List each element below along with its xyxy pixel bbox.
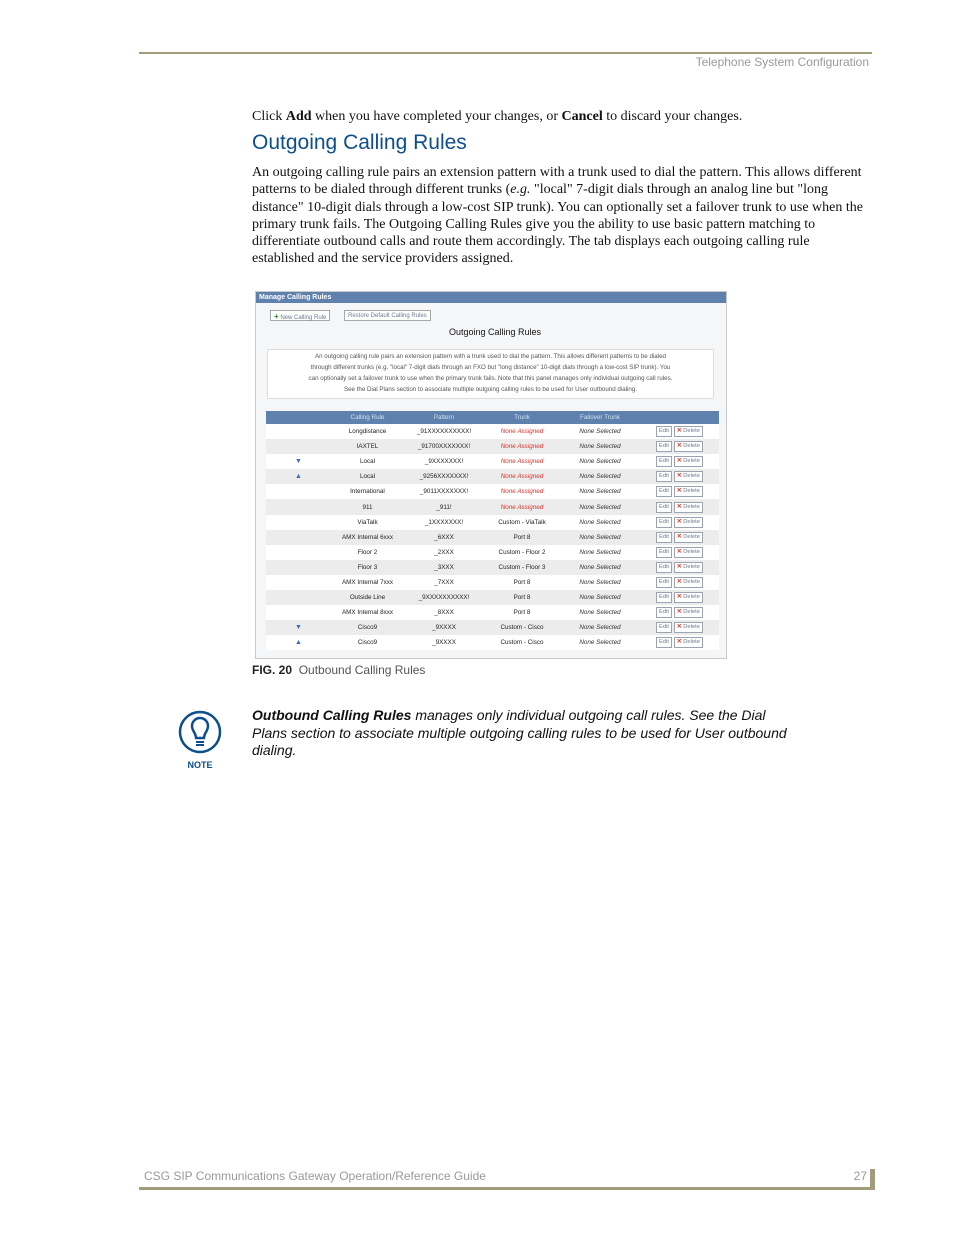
delete-label: Delete <box>683 578 700 585</box>
delete-x-icon: ✕ <box>676 548 682 555</box>
delete-button[interactable] <box>674 547 703 558</box>
delete-label: Delete <box>683 624 700 631</box>
cell-calling-rule: Floor 2 <box>331 545 404 560</box>
cell-pattern: _9256XXXXXXX! <box>404 469 484 484</box>
delete-button[interactable] <box>674 502 703 513</box>
cell-pattern: _6XXX <box>404 530 484 545</box>
cell-pattern: _91XXXXXXXXXX! <box>404 424 484 439</box>
reorder-arrow-icon[interactable] <box>266 499 331 514</box>
cell-trunk: None Assigned <box>484 484 560 499</box>
footer-page-number: 27 <box>853 1169 867 1183</box>
delete-label: Delete <box>683 533 700 540</box>
table-row <box>266 620 719 635</box>
cell-actions <box>640 620 719 635</box>
cell-pattern: _9XXXXXXXXXX! <box>404 590 484 605</box>
delete-x-icon: ✕ <box>676 563 682 570</box>
cell-trunk: Port 8 <box>484 605 560 620</box>
cell-actions <box>640 545 719 560</box>
delete-button[interactable] <box>674 622 703 633</box>
table-row <box>266 530 719 545</box>
cell-trunk: None Assigned <box>484 424 560 439</box>
reorder-arrow-icon[interactable] <box>266 635 331 650</box>
delete-x-icon: ✕ <box>676 639 682 646</box>
cell-actions <box>640 575 719 590</box>
reorder-arrow-icon[interactable] <box>266 484 331 499</box>
edit-button[interactable]: Edit <box>656 456 672 467</box>
cell-actions <box>640 439 719 454</box>
header-arrow <box>266 411 331 424</box>
figure-caption <box>252 663 425 677</box>
cell-failover-trunk: None Selected <box>560 454 640 469</box>
calling-rules-body <box>266 424 719 650</box>
intro-prefix: Click <box>252 109 286 124</box>
manage-calling-rules-titlebar: Manage Calling Rules <box>256 292 726 303</box>
reorder-arrow-icon[interactable] <box>266 515 331 530</box>
arrow-glyph[interactable]: ▼ <box>295 624 302 632</box>
cell-trunk: None Assigned <box>484 454 560 469</box>
edit-button[interactable]: Edit <box>656 486 672 497</box>
delete-button[interactable] <box>674 471 703 482</box>
cell-failover-trunk: None Selected <box>560 575 640 590</box>
figure-title: Outbound Calling Rules <box>298 663 426 677</box>
delete-label: Delete <box>683 428 700 435</box>
intro-middle: when you have completed your changes, or <box>311 109 562 124</box>
header-trunk[interactable]: Trunk <box>484 411 560 424</box>
table-row <box>266 590 719 605</box>
edit-button[interactable]: Edit <box>656 502 672 513</box>
header-actions <box>640 411 719 424</box>
delete-x-icon: ✕ <box>676 503 682 510</box>
table-header-row <box>266 411 719 424</box>
cell-calling-rule: Longdistance <box>331 424 404 439</box>
cell-pattern: _9XXXXXXX! <box>404 454 484 469</box>
table-row <box>266 424 719 439</box>
cell-trunk: None Assigned <box>484 499 560 514</box>
delete-label: Delete <box>683 609 700 616</box>
calling-rules-table <box>266 411 719 650</box>
cell-pattern: _3XXX <box>404 560 484 575</box>
edit-button[interactable]: Edit <box>656 577 672 588</box>
header-failover-trunk[interactable]: Failover Trunk <box>560 411 640 424</box>
table-row <box>266 484 719 499</box>
bottom-rule <box>139 1187 872 1190</box>
arrow-glyph[interactable]: ▲ <box>295 639 302 647</box>
table-row <box>266 499 719 514</box>
cell-pattern: _2XXX <box>404 545 484 560</box>
header-calling-rule[interactable]: Calling Rule <box>331 411 404 424</box>
delete-x-icon: ✕ <box>676 443 682 450</box>
cell-calling-rule: Local <box>331 454 404 469</box>
cell-calling-rule: Floor 3 <box>331 560 404 575</box>
cell-failover-trunk: None Selected <box>560 469 640 484</box>
cell-pattern: _9XXXX <box>404 635 484 650</box>
delete-button[interactable] <box>674 607 703 618</box>
cell-trunk: None Assigned <box>484 469 560 484</box>
edit-button[interactable]: Edit <box>656 622 672 633</box>
cell-failover-trunk: None Selected <box>560 605 640 620</box>
delete-button[interactable] <box>674 426 703 437</box>
cell-trunk: Port 8 <box>484 575 560 590</box>
reorder-arrow-icon[interactable] <box>266 560 331 575</box>
cell-calling-rule: Outside Line <box>331 590 404 605</box>
cell-pattern: _8XXX <box>404 605 484 620</box>
cell-actions <box>640 530 719 545</box>
section-title: Outgoing Calling Rules <box>252 131 467 154</box>
cell-actions <box>640 484 719 499</box>
cell-failover-trunk: None Selected <box>560 590 640 605</box>
cell-actions <box>640 605 719 620</box>
edit-button[interactable]: Edit <box>656 426 672 437</box>
delete-button[interactable] <box>674 456 703 467</box>
edit-button[interactable]: Edit <box>656 547 672 558</box>
cell-trunk: None Assigned <box>484 439 560 454</box>
delete-button[interactable] <box>674 577 703 588</box>
reorder-arrow-icon[interactable] <box>266 454 331 469</box>
delete-button[interactable] <box>674 441 703 452</box>
cell-pattern: _9011XXXXXXX! <box>404 484 484 499</box>
plus-icon: + <box>274 312 279 321</box>
intro-suffix: to discard your changes. <box>602 109 743 124</box>
reorder-arrow-icon[interactable] <box>266 530 331 545</box>
cell-trunk: Custom - ViaTalk <box>484 515 560 530</box>
delete-x-icon: ✕ <box>676 578 682 585</box>
cell-actions <box>640 560 719 575</box>
edit-button[interactable]: Edit <box>656 471 672 482</box>
cell-trunk: Port 8 <box>484 590 560 605</box>
running-head: Telephone System Configuration <box>695 55 869 69</box>
cell-pattern: _7XXX <box>404 575 484 590</box>
restore-default-rules-button[interactable]: Restore Default Calling Rules <box>344 310 431 321</box>
note-text <box>252 707 792 760</box>
delete-x-icon: ✕ <box>676 533 682 540</box>
delete-x-icon: ✕ <box>676 428 682 435</box>
table-row <box>266 575 719 590</box>
cell-trunk: Custom - Floor 2 <box>484 545 560 560</box>
header-pattern[interactable]: Pattern <box>404 411 484 424</box>
cell-failover-trunk: None Selected <box>560 620 640 635</box>
delete-x-icon: ✕ <box>676 488 682 495</box>
intro-add-term: Add <box>285 109 312 124</box>
cell-pattern: _9XXXX <box>404 620 484 635</box>
cell-actions <box>640 499 719 514</box>
bottom-rule-tick <box>870 1169 875 1190</box>
cell-calling-rule: ViaTalk <box>331 515 404 530</box>
screenshot-description <box>267 349 714 399</box>
reorder-arrow-icon[interactable] <box>266 469 331 484</box>
delete-label: Delete <box>683 518 700 525</box>
reorder-arrow-icon[interactable] <box>266 439 331 454</box>
delete-button[interactable] <box>674 592 703 603</box>
table-row <box>266 560 719 575</box>
note-lightbulb-icon <box>174 710 226 772</box>
delete-label: Delete <box>683 458 700 465</box>
new-calling-rule-label: New Calling Rule <box>280 315 327 321</box>
cell-actions <box>640 469 719 484</box>
description-line: See the Dial Plans section to associate multiple outgoing calling rules to be used for User outbound dialing. <box>343 386 638 393</box>
table-row <box>266 469 719 484</box>
delete-label: Delete <box>683 488 700 495</box>
figure-number: FIG. 20 <box>252 663 293 677</box>
note-bold-term: Outbound Calling Rules <box>252 707 412 723</box>
reorder-arrow-icon[interactable] <box>266 590 331 605</box>
table-row <box>266 635 719 650</box>
cell-pattern: _1XXXXXXX! <box>404 515 484 530</box>
cell-failover-trunk: None Selected <box>560 635 640 650</box>
reorder-arrow-icon[interactable] <box>266 620 331 635</box>
edit-button[interactable]: Edit <box>656 517 672 528</box>
screenshot-heading: Outgoing Calling Rules <box>448 327 542 337</box>
delete-label: Delete <box>683 639 700 646</box>
new-calling-rule-button[interactable] <box>270 310 330 321</box>
cell-failover-trunk: None Selected <box>560 515 640 530</box>
body-text-a: An outgoing calling rule pairs an extension pattern with a trunk used to dial the pattern. This allows different patterns to be dialed through different trunks ( <box>252 165 862 198</box>
delete-x-icon: ✕ <box>676 624 682 631</box>
description-line: through different trunks (e.g. "local" 7-digit dials through an FXO but "long distance" 10-digit dials through a low-cost SIP trunk). You <box>310 364 671 371</box>
delete-label: Delete <box>683 473 700 480</box>
reorder-arrow-icon[interactable] <box>266 424 331 439</box>
cell-calling-rule: 911 <box>331 499 404 514</box>
edit-button[interactable]: Edit <box>656 637 672 648</box>
delete-button[interactable] <box>674 532 703 543</box>
delete-x-icon: ✕ <box>676 518 682 525</box>
delete-button[interactable] <box>674 517 703 528</box>
cell-failover-trunk: None Selected <box>560 424 640 439</box>
cell-calling-rule: AMX Internal 7xxx <box>331 575 404 590</box>
table-row <box>266 515 719 530</box>
cell-actions <box>640 635 719 650</box>
cell-calling-rule: Local <box>331 469 404 484</box>
delete-label: Delete <box>683 548 700 555</box>
delete-label: Delete <box>683 594 700 601</box>
cell-failover-trunk: None Selected <box>560 439 640 454</box>
intro-paragraph <box>252 108 872 125</box>
edit-button[interactable]: Edit <box>656 532 672 543</box>
reorder-arrow-icon[interactable] <box>266 545 331 560</box>
cell-trunk: Port 8 <box>484 530 560 545</box>
delete-label: Delete <box>683 443 700 450</box>
table-row <box>266 605 719 620</box>
arrow-glyph[interactable]: ▲ <box>295 473 302 481</box>
calling-rules-screenshot <box>255 291 727 659</box>
edit-button[interactable]: Edit <box>656 441 672 452</box>
cell-trunk: Custom - Floor 3 <box>484 560 560 575</box>
cell-actions <box>640 515 719 530</box>
top-rule <box>139 52 872 54</box>
cell-trunk: Custom - Cisco <box>484 635 560 650</box>
note-body: manages only individual outgoing call rules. See the Dial Plans section to associate multiple outgoing calling rules to be used for User outbound dialing. <box>252 707 787 758</box>
delete-button[interactable] <box>674 486 703 497</box>
body-text-b: "local" 7-digit dials through an analog line but "long distance" 10-digit dials through a low-cost SIP trunk). You can optionally set a failover trunk to use when the primary trunk fails. The Outgoing Calling Rules give you the ability to use basic pattern matching to differentiate outbound calls and route them accordingly. The tab displays each outgoing calling rule established and the service providers assigned. <box>252 182 863 267</box>
cell-calling-rule: International <box>331 484 404 499</box>
body-paragraph <box>252 164 872 268</box>
cell-failover-trunk: None Selected <box>560 545 640 560</box>
delete-label: Delete <box>683 503 700 510</box>
cell-failover-trunk: None Selected <box>560 560 640 575</box>
cell-pattern: _91700XXXXXXX! <box>404 439 484 454</box>
cell-failover-trunk: None Selected <box>560 530 640 545</box>
cell-calling-rule: Cisco9 <box>331 620 404 635</box>
cell-failover-trunk: None Selected <box>560 484 640 499</box>
delete-x-icon: ✕ <box>676 473 682 480</box>
delete-button[interactable] <box>674 637 703 648</box>
footer-guide-title: CSG SIP Communications Gateway Operation/Reference Guide <box>144 1169 486 1183</box>
cell-calling-rule: IAXTEL <box>331 439 404 454</box>
note-label: NOTE <box>187 760 213 770</box>
description-line: An outgoing calling rule pairs an extension pattern with a trunk used to dial the pattern. This allows different patterns to be dialed <box>315 353 666 360</box>
table-row <box>266 454 719 469</box>
cell-trunk: Custom - Cisco <box>484 620 560 635</box>
cell-failover-trunk: None Selected <box>560 499 640 514</box>
delete-x-icon: ✕ <box>676 594 682 601</box>
cell-calling-rule: Cisco9 <box>331 635 404 650</box>
delete-label: Delete <box>683 563 700 570</box>
description-line: can optionally set a failover trunk to use when the primary trunk fails. Note that this panel manages only individual outgoing call rules. <box>308 375 673 382</box>
reorder-arrow-icon[interactable] <box>266 575 331 590</box>
delete-x-icon: ✕ <box>676 609 682 616</box>
cell-calling-rule: AMX Internal 6xxx <box>331 530 404 545</box>
table-row <box>266 439 719 454</box>
body-eg: e.g. <box>510 182 531 198</box>
edit-button[interactable]: Edit <box>656 607 672 618</box>
edit-button[interactable]: Edit <box>656 592 672 603</box>
reorder-arrow-icon[interactable] <box>266 605 331 620</box>
delete-button[interactable] <box>674 562 703 573</box>
delete-x-icon: ✕ <box>676 458 682 465</box>
arrow-glyph[interactable]: ▼ <box>295 458 302 466</box>
cell-actions <box>640 590 719 605</box>
edit-button[interactable]: Edit <box>656 562 672 573</box>
cell-pattern: _911! <box>404 499 484 514</box>
cell-calling-rule: AMX Internal 8xxx <box>331 605 404 620</box>
cell-actions <box>640 424 719 439</box>
intro-cancel-term: Cancel <box>561 109 603 124</box>
table-row <box>266 545 719 560</box>
cell-actions <box>640 454 719 469</box>
